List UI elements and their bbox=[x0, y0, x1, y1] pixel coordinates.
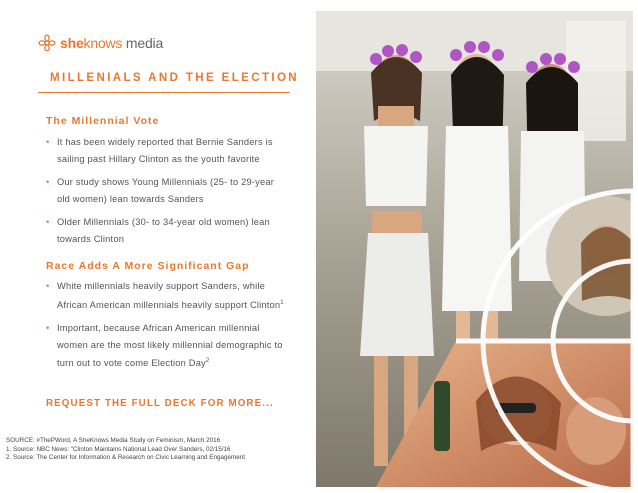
brand-logo bbox=[38, 34, 163, 52]
bullet-item: • Older Millennials (30- to 34-year old women) lean towards Clinton bbox=[46, 214, 286, 247]
race-gap-bullets bbox=[46, 278, 286, 379]
hero-photo-collage bbox=[316, 11, 633, 487]
millennial-vote-bullets bbox=[46, 134, 286, 254]
photo-illustration bbox=[316, 11, 633, 487]
bullet-item: • Important, because African American millennial women are the most likely millennial demographic to turn out to vote come Election Day$^2$ bbox=[46, 320, 286, 372]
request-deck-link[interactable]: REQUEST THE FULL DECK FOR MORE... bbox=[46, 398, 274, 409]
source-line: 1. Source: NBC News: "Clinton Maintains National Lead Over Sanders, 02/15/16 bbox=[6, 445, 231, 453]
source-line: SOURCE: #ThePWord, A SheKnows Media Study on Feminism, March 2016 bbox=[6, 437, 221, 444]
source-line: 2. Source: The Center for Information & Research on Civic Learning and Engagement bbox=[6, 454, 245, 461]
bullet-item: • White millennials heavily support Sanders, while African American millennials heavily support Clinton$^1$ bbox=[46, 278, 286, 313]
footnote-mark: 2 bbox=[205, 358, 210, 365]
bullet-item: • It has been widely reported that Bernie Sanders is sailing past Hillary Clinton as the youth favorite bbox=[46, 134, 286, 167]
footnote-mark: 1 bbox=[280, 299, 284, 306]
section-heading-millennial-vote: The Millennial Vote bbox=[46, 115, 160, 127]
sheknows-flower-icon bbox=[38, 34, 56, 52]
bullet-item: • Our study shows Young Millennials (25- to 29-year old women) lean towards Sanders bbox=[46, 174, 286, 207]
sources-footer bbox=[6, 437, 306, 463]
section-heading-race-gap: Race Adds A More Significant Gap bbox=[46, 260, 250, 272]
title-divider bbox=[38, 92, 290, 93]
brand-wordmark: sheknows media bbox=[60, 35, 164, 51]
slide-title: MILLENIALS AND THE ELECTION bbox=[50, 72, 300, 84]
